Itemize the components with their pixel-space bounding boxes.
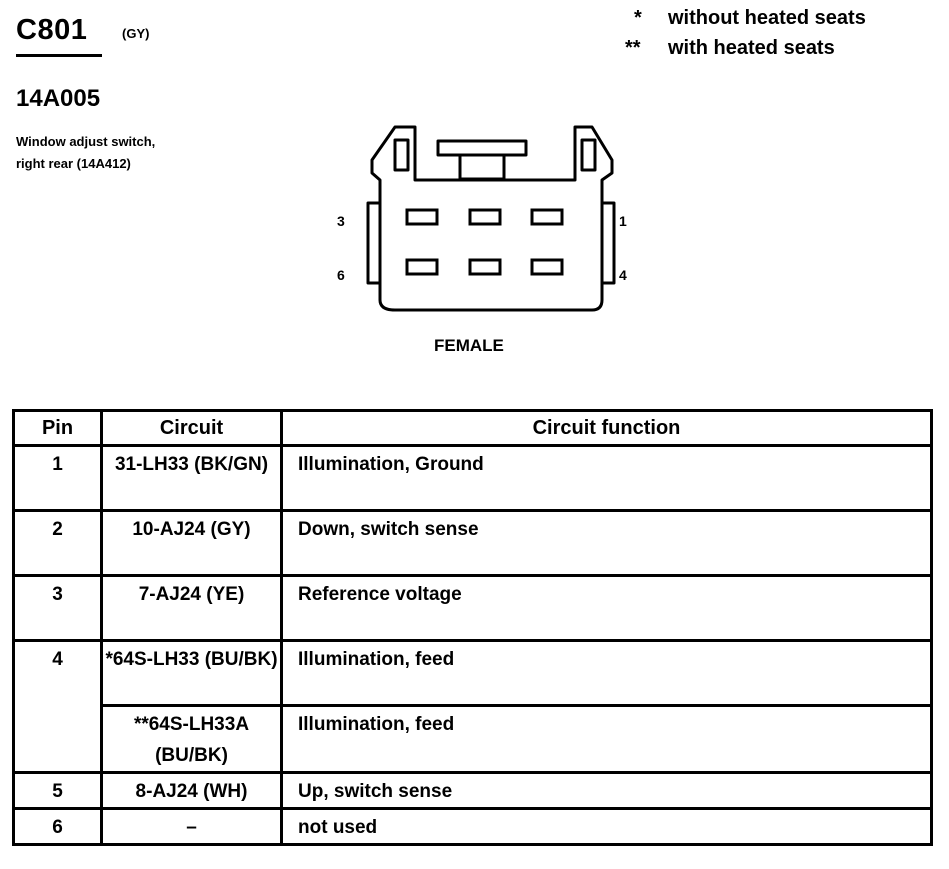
pin-cavity-4 — [532, 260, 562, 274]
circuit-cell: 7-AJ24 (YE) — [102, 576, 282, 641]
circuit-cell: *64S-LH33 (BU/BK) — [102, 641, 282, 706]
pin-label-4: 4 — [619, 267, 627, 283]
legend-text-without: without heated seats — [668, 7, 866, 29]
function-cell: Illumination, feed — [282, 706, 932, 773]
function-cell: Reference voltage — [282, 576, 932, 641]
pin-cell: 6 — [14, 809, 102, 845]
component-code: 14A005 — [16, 85, 101, 112]
pin-table — [12, 409, 933, 846]
legend-text-with: with heated seats — [668, 37, 835, 59]
legend-mark-without: * — [634, 7, 642, 29]
function-cell: Down, switch sense — [282, 511, 932, 576]
connector-inner-top — [395, 140, 408, 170]
table-row — [14, 706, 932, 773]
connector-latch — [438, 141, 526, 155]
table-row — [14, 446, 932, 511]
function-cell: Illumination, Ground — [282, 446, 932, 511]
header-circuit: Circuit — [102, 411, 282, 446]
connector-right-rail — [602, 203, 614, 283]
header-pin: Pin — [14, 411, 102, 446]
pin-label-1: 1 — [619, 213, 627, 229]
pin-cavity-6 — [407, 260, 437, 274]
pin-cavity-2 — [470, 210, 500, 224]
function-cell: Up, switch sense — [282, 773, 932, 809]
connector-id-underline — [16, 54, 102, 57]
pin-label-3: 3 — [337, 213, 345, 229]
connector-face-diagram — [350, 115, 620, 325]
circuit-cell: 8-AJ24 (WH) — [102, 773, 282, 809]
connector-inner-top-right — [582, 140, 595, 170]
pin-cell: 2 — [14, 511, 102, 576]
component-description: Window adjust switch, right rear (14A412) — [16, 134, 156, 171]
circuit-cell: 31-LH33 (BK/GN) — [102, 446, 282, 511]
pin-cell: 1 — [14, 446, 102, 511]
circuit-cell: 10-AJ24 (GY) — [102, 511, 282, 576]
pin-cavity-5 — [470, 260, 500, 274]
pin-cell: 3 — [14, 576, 102, 641]
connector-gender-label: FEMALE — [434, 336, 504, 355]
connector-left-rail — [368, 203, 380, 283]
function-cell: Illumination, feed — [282, 641, 932, 706]
table-row — [14, 641, 932, 706]
pin-cavity-1 — [532, 210, 562, 224]
pin-label-6: 6 — [337, 267, 345, 283]
connector-id: C801 — [16, 14, 88, 46]
table-row — [14, 576, 932, 641]
function-cell: not used — [282, 809, 932, 845]
legend-mark-with: ** — [625, 37, 641, 59]
table-row — [14, 773, 932, 809]
header-circuit-function: Circuit function — [282, 411, 932, 446]
pin-cavity-3 — [407, 210, 437, 224]
table-row — [14, 511, 932, 576]
pin-cell: 4 — [14, 641, 102, 773]
pin-cell: 5 — [14, 773, 102, 809]
circuit-cell: **64S-LH33A (BU/BK) — [102, 706, 282, 773]
connector-color: (GY) — [122, 26, 150, 41]
connector-latch-body — [460, 155, 504, 179]
circuit-cell: – — [102, 809, 282, 845]
table-header-row — [14, 411, 932, 446]
table-row — [14, 809, 932, 845]
